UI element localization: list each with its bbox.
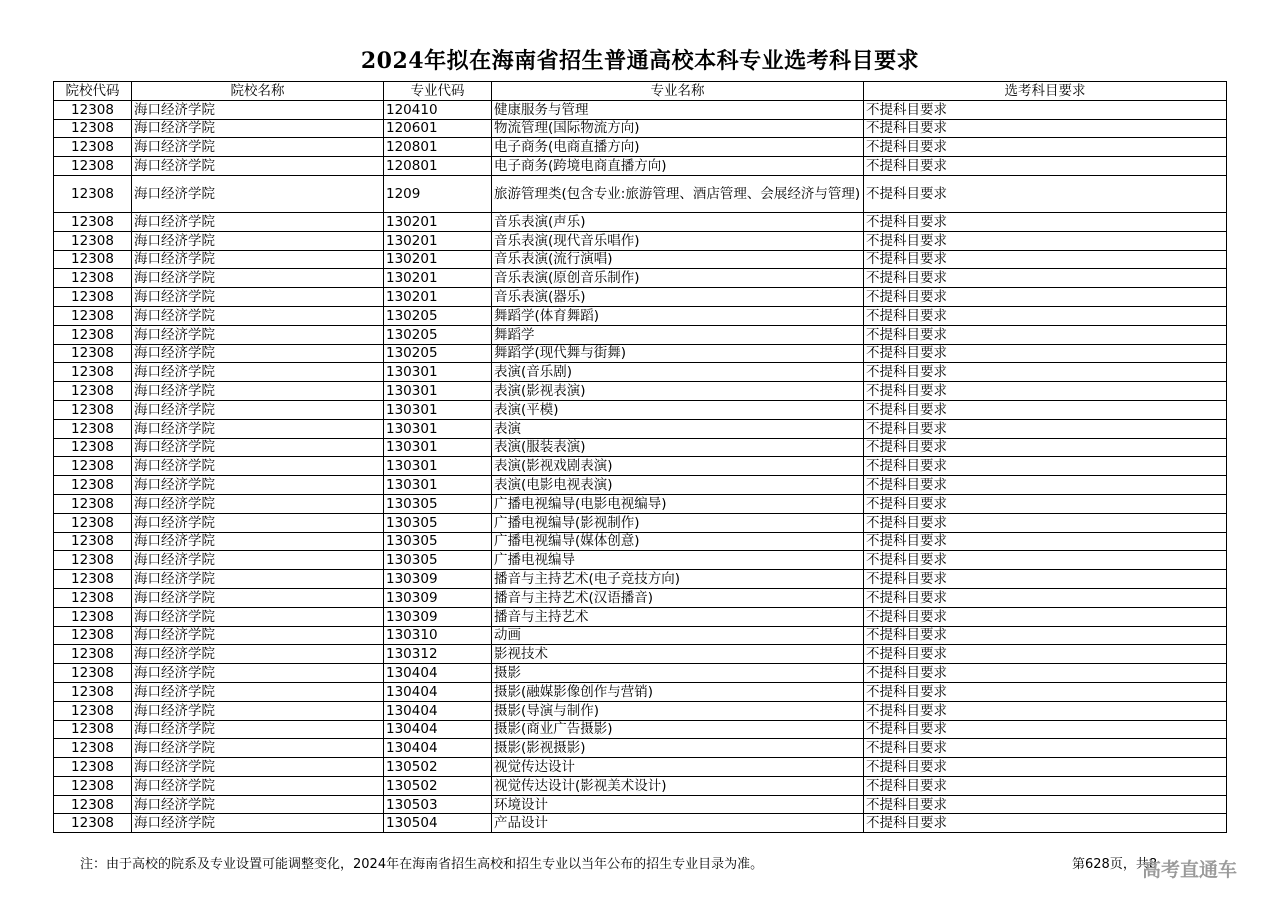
school-name-cell: 海口经济学院 [132, 551, 384, 570]
school-name-cell: 海口经济学院 [132, 776, 384, 795]
table-row [54, 400, 1227, 419]
school-code-cell: 12308 [54, 344, 132, 363]
table-row [54, 720, 1227, 739]
school-code-cell: 12308 [54, 175, 132, 212]
school-code-cell: 12308 [54, 814, 132, 833]
school-name-cell: 海口经济学院 [132, 607, 384, 626]
major-name-cell: 视觉传达设计(影视美术设计) [492, 776, 864, 795]
subject-requirement-cell: 不提科目要求 [864, 758, 1227, 777]
school-name-cell: 海口经济学院 [132, 739, 384, 758]
major-name-cell: 电子商务(跨境电商直播方向) [492, 157, 864, 176]
major-name-cell: 广播电视编导(影视制作) [492, 513, 864, 532]
table-row [54, 363, 1227, 382]
subject-requirement-cell: 不提科目要求 [864, 157, 1227, 176]
subject-requirement-cell: 不提科目要求 [864, 119, 1227, 138]
subject-requirement-cell: 不提科目要求 [864, 701, 1227, 720]
table-row [54, 626, 1227, 645]
major-name-cell: 摄影(导演与制作) [492, 701, 864, 720]
school-code-cell: 12308 [54, 382, 132, 401]
school-code-cell: 12308 [54, 157, 132, 176]
major-code-cell: 130305 [384, 532, 492, 551]
subject-requirement-cell: 不提科目要求 [864, 457, 1227, 476]
subject-requirement-cell: 不提科目要求 [864, 551, 1227, 570]
school-name-cell: 海口经济学院 [132, 419, 384, 438]
table-row [54, 269, 1227, 288]
school-code-cell: 12308 [54, 494, 132, 513]
table-row [54, 100, 1227, 119]
table-row [54, 701, 1227, 720]
major-code-cell: 130301 [384, 400, 492, 419]
subject-requirement-cell: 不提科目要求 [864, 400, 1227, 419]
school-name-cell: 海口经济学院 [132, 645, 384, 664]
major-name-cell: 电子商务(电商直播方向) [492, 138, 864, 157]
table-row [54, 607, 1227, 626]
major-code-cell: 130301 [384, 457, 492, 476]
table-row [54, 513, 1227, 532]
major-code-cell: 130504 [384, 814, 492, 833]
school-code-cell: 12308 [54, 664, 132, 683]
major-name-cell: 音乐表演(声乐) [492, 212, 864, 231]
school-name-cell: 海口经济学院 [132, 664, 384, 683]
major-code-cell: 130301 [384, 438, 492, 457]
major-name-cell: 表演(服装表演) [492, 438, 864, 457]
table-row [54, 682, 1227, 701]
header-school-code: 院校代码 [54, 82, 132, 101]
major-code-cell: 130305 [384, 551, 492, 570]
school-name-cell: 海口经济学院 [132, 494, 384, 513]
school-code-cell: 12308 [54, 795, 132, 814]
school-code-cell: 12308 [54, 325, 132, 344]
school-code-cell: 12308 [54, 269, 132, 288]
subject-requirement-cell: 不提科目要求 [864, 645, 1227, 664]
major-name-cell: 表演(影视表演) [492, 382, 864, 401]
major-name-cell: 摄影 [492, 664, 864, 683]
table-row [54, 457, 1227, 476]
major-name-cell: 表演(影视戏剧表演) [492, 457, 864, 476]
school-name-cell: 海口经济学院 [132, 157, 384, 176]
table-row [54, 288, 1227, 307]
major-name-cell: 音乐表演(原创音乐制作) [492, 269, 864, 288]
table-row [54, 119, 1227, 138]
major-code-cell: 120410 [384, 100, 492, 119]
major-code-cell: 130502 [384, 776, 492, 795]
major-code-cell: 1209 [384, 175, 492, 212]
major-name-cell: 舞蹈学(体育舞蹈) [492, 306, 864, 325]
subject-requirement-cell: 不提科目要求 [864, 250, 1227, 269]
major-name-cell: 旅游管理类(包含专业:旅游管理、酒店管理、会展经济与管理) [492, 175, 864, 212]
major-name-cell: 表演 [492, 419, 864, 438]
subject-requirement-cell: 不提科目要求 [864, 382, 1227, 401]
major-code-cell: 130205 [384, 344, 492, 363]
subject-requirement-cell: 不提科目要求 [864, 363, 1227, 382]
table-row [54, 250, 1227, 269]
major-name-cell: 舞蹈学(现代舞与街舞) [492, 344, 864, 363]
major-name-cell: 摄影(融媒影像创作与营销) [492, 682, 864, 701]
school-name-cell: 海口经济学院 [132, 438, 384, 457]
school-code-cell: 12308 [54, 513, 132, 532]
school-code-cell: 12308 [54, 119, 132, 138]
school-name-cell: 海口经济学院 [132, 288, 384, 307]
table-row [54, 795, 1227, 814]
school-code-cell: 12308 [54, 363, 132, 382]
major-code-cell: 130201 [384, 250, 492, 269]
header-subject-requirement: 选考科目要求 [864, 82, 1227, 101]
school-code-cell: 12308 [54, 551, 132, 570]
school-name-cell: 海口经济学院 [132, 306, 384, 325]
major-name-cell: 播音与主持艺术(汉语播音) [492, 588, 864, 607]
subject-requirement-cell: 不提科目要求 [864, 175, 1227, 212]
school-code-cell: 12308 [54, 645, 132, 664]
school-name-cell: 海口经济学院 [132, 570, 384, 589]
table-body [54, 100, 1227, 832]
major-code-cell: 130201 [384, 288, 492, 307]
subject-requirement-cell: 不提科目要求 [864, 720, 1227, 739]
table-row [54, 212, 1227, 231]
school-name-cell: 海口经济学院 [132, 795, 384, 814]
subject-requirement-cell: 不提科目要求 [864, 476, 1227, 495]
major-code-cell: 130309 [384, 570, 492, 589]
major-code-cell: 130301 [384, 382, 492, 401]
page-title: 2024年拟在海南省招生普通高校本科专业选考科目要求 [360, 48, 920, 74]
major-code-cell: 120601 [384, 119, 492, 138]
school-code-cell: 12308 [54, 288, 132, 307]
major-name-cell: 环境设计 [492, 795, 864, 814]
table-row [54, 175, 1227, 212]
major-name-cell: 产品设计 [492, 814, 864, 833]
table-row [54, 438, 1227, 457]
major-code-cell: 130201 [384, 212, 492, 231]
school-code-cell: 12308 [54, 476, 132, 495]
subject-requirement-cell: 不提科目要求 [864, 325, 1227, 344]
school-code-cell: 12308 [54, 231, 132, 250]
school-code-cell: 12308 [54, 626, 132, 645]
subject-requirement-cell: 不提科目要求 [864, 682, 1227, 701]
subject-requirement-cell: 不提科目要求 [864, 814, 1227, 833]
table-row [54, 776, 1227, 795]
school-name-cell: 海口经济学院 [132, 532, 384, 551]
table-row [54, 157, 1227, 176]
school-code-cell: 12308 [54, 776, 132, 795]
school-name-cell: 海口经济学院 [132, 250, 384, 269]
table-row [54, 382, 1227, 401]
major-code-cell: 130305 [384, 513, 492, 532]
major-code-cell: 130305 [384, 494, 492, 513]
table-row [54, 494, 1227, 513]
subject-requirement-cell: 不提科目要求 [864, 288, 1227, 307]
major-code-cell: 130301 [384, 363, 492, 382]
school-code-cell: 12308 [54, 100, 132, 119]
school-name-cell: 海口经济学院 [132, 212, 384, 231]
table-row [54, 325, 1227, 344]
school-code-cell: 12308 [54, 532, 132, 551]
major-name-cell: 表演(电影电视表演) [492, 476, 864, 495]
major-name-cell: 物流管理(国际物流方向) [492, 119, 864, 138]
subject-requirement-cell: 不提科目要求 [864, 739, 1227, 758]
major-name-cell: 舞蹈学 [492, 325, 864, 344]
table-row [54, 758, 1227, 777]
school-code-cell: 12308 [54, 212, 132, 231]
table-row [54, 231, 1227, 250]
school-code-cell: 12308 [54, 701, 132, 720]
subject-requirement-cell: 不提科目要求 [864, 588, 1227, 607]
major-name-cell: 广播电视编导(电影电视编导) [492, 494, 864, 513]
major-code-cell: 130310 [384, 626, 492, 645]
major-code-cell: 130301 [384, 476, 492, 495]
major-code-cell: 130309 [384, 588, 492, 607]
school-name-cell: 海口经济学院 [132, 325, 384, 344]
subject-requirement-cell: 不提科目要求 [864, 344, 1227, 363]
school-name-cell: 海口经济学院 [132, 476, 384, 495]
major-name-cell: 摄影(商业广告摄影) [492, 720, 864, 739]
major-name-cell: 健康服务与管理 [492, 100, 864, 119]
school-name-cell: 海口经济学院 [132, 701, 384, 720]
subject-requirement-cell: 不提科目要求 [864, 100, 1227, 119]
school-name-cell: 海口经济学院 [132, 758, 384, 777]
school-name-cell: 海口经济学院 [132, 400, 384, 419]
school-name-cell: 海口经济学院 [132, 269, 384, 288]
table-row [54, 138, 1227, 157]
major-code-cell: 130502 [384, 758, 492, 777]
major-code-cell: 130201 [384, 269, 492, 288]
school-code-cell: 12308 [54, 607, 132, 626]
subject-requirement-cell: 不提科目要求 [864, 776, 1227, 795]
major-code-cell: 130205 [384, 306, 492, 325]
school-name-cell: 海口经济学院 [132, 175, 384, 212]
table-row [54, 306, 1227, 325]
table-row [54, 551, 1227, 570]
major-name-cell: 表演(平模) [492, 400, 864, 419]
subject-requirement-cell: 不提科目要求 [864, 306, 1227, 325]
major-code-cell: 120801 [384, 157, 492, 176]
major-code-cell: 130404 [384, 720, 492, 739]
school-name-cell: 海口经济学院 [132, 626, 384, 645]
subject-requirement-cell: 不提科目要求 [864, 664, 1227, 683]
major-code-cell: 130312 [384, 645, 492, 664]
school-name-cell: 海口经济学院 [132, 119, 384, 138]
school-name-cell: 海口经济学院 [132, 138, 384, 157]
major-name-cell: 音乐表演(流行演唱) [492, 250, 864, 269]
major-code-cell: 130301 [384, 419, 492, 438]
table-row [54, 645, 1227, 664]
major-code-cell: 120801 [384, 138, 492, 157]
school-name-cell: 海口经济学院 [132, 344, 384, 363]
school-name-cell: 海口经济学院 [132, 457, 384, 476]
school-code-cell: 12308 [54, 457, 132, 476]
footnote: 注：由于高校的院系及专业设置可能调整变化，2024年在海南省招生高校和招生专业以当年公布的招生专业目录为准。 [80, 857, 764, 872]
subject-requirement-cell: 不提科目要求 [864, 532, 1227, 551]
table-row [54, 664, 1227, 683]
header-school-name: 院校名称 [132, 82, 384, 101]
school-code-cell: 12308 [54, 570, 132, 589]
major-name-cell: 表演(音乐剧) [492, 363, 864, 382]
school-code-cell: 12308 [54, 720, 132, 739]
school-code-cell: 12308 [54, 138, 132, 157]
school-code-cell: 12308 [54, 758, 132, 777]
table-header-row [54, 82, 1227, 101]
major-name-cell: 影视技术 [492, 645, 864, 664]
school-name-cell: 海口经济学院 [132, 100, 384, 119]
school-name-cell: 海口经济学院 [132, 363, 384, 382]
subject-requirement-cell: 不提科目要求 [864, 494, 1227, 513]
major-code-cell: 130404 [384, 701, 492, 720]
major-name-cell: 广播电视编导 [492, 551, 864, 570]
table-row [54, 344, 1227, 363]
school-name-cell: 海口经济学院 [132, 814, 384, 833]
major-name-cell: 音乐表演(现代音乐唱作) [492, 231, 864, 250]
header-major-code: 专业代码 [384, 82, 492, 101]
school-code-cell: 12308 [54, 400, 132, 419]
subject-requirement-cell: 不提科目要求 [864, 438, 1227, 457]
table-row [54, 419, 1227, 438]
page-number: 第628页，共8 [1072, 857, 1158, 872]
school-name-cell: 海口经济学院 [132, 720, 384, 739]
school-code-cell: 12308 [54, 739, 132, 758]
watermark-text: 高考直通车 [1142, 859, 1238, 881]
table-row [54, 588, 1227, 607]
major-name-cell: 视觉传达设计 [492, 758, 864, 777]
major-code-cell: 130503 [384, 795, 492, 814]
table-row [54, 570, 1227, 589]
subject-requirement-cell: 不提科目要求 [864, 626, 1227, 645]
subject-requirement-cell: 不提科目要求 [864, 570, 1227, 589]
subject-requirement-cell: 不提科目要求 [864, 795, 1227, 814]
requirements-table [53, 81, 1227, 833]
subject-requirement-cell: 不提科目要求 [864, 513, 1227, 532]
major-code-cell: 130404 [384, 664, 492, 683]
table-row [54, 532, 1227, 551]
major-code-cell: 130201 [384, 231, 492, 250]
subject-requirement-cell: 不提科目要求 [864, 419, 1227, 438]
subject-requirement-cell: 不提科目要求 [864, 269, 1227, 288]
school-code-cell: 12308 [54, 306, 132, 325]
school-name-cell: 海口经济学院 [132, 513, 384, 532]
major-name-cell: 广播电视编导(媒体创意) [492, 532, 864, 551]
major-name-cell: 播音与主持艺术 [492, 607, 864, 626]
major-name-cell: 动画 [492, 626, 864, 645]
table-row [54, 814, 1227, 833]
major-code-cell: 130205 [384, 325, 492, 344]
table-row [54, 476, 1227, 495]
school-code-cell: 12308 [54, 419, 132, 438]
major-name-cell: 摄影(影视摄影) [492, 739, 864, 758]
table-row [54, 739, 1227, 758]
subject-requirement-cell: 不提科目要求 [864, 138, 1227, 157]
major-name-cell: 播音与主持艺术(电子竞技方向) [492, 570, 864, 589]
school-code-cell: 12308 [54, 588, 132, 607]
subject-requirement-cell: 不提科目要求 [864, 212, 1227, 231]
major-code-cell: 130404 [384, 682, 492, 701]
school-name-cell: 海口经济学院 [132, 382, 384, 401]
subject-requirement-cell: 不提科目要求 [864, 607, 1227, 626]
school-code-cell: 12308 [54, 682, 132, 701]
school-name-cell: 海口经济学院 [132, 588, 384, 607]
school-name-cell: 海口经济学院 [132, 231, 384, 250]
header-major-name: 专业名称 [492, 82, 864, 101]
subject-requirement-cell: 不提科目要求 [864, 231, 1227, 250]
school-code-cell: 12308 [54, 438, 132, 457]
school-name-cell: 海口经济学院 [132, 682, 384, 701]
school-code-cell: 12308 [54, 250, 132, 269]
major-code-cell: 130404 [384, 739, 492, 758]
major-name-cell: 音乐表演(器乐) [492, 288, 864, 307]
major-code-cell: 130309 [384, 607, 492, 626]
